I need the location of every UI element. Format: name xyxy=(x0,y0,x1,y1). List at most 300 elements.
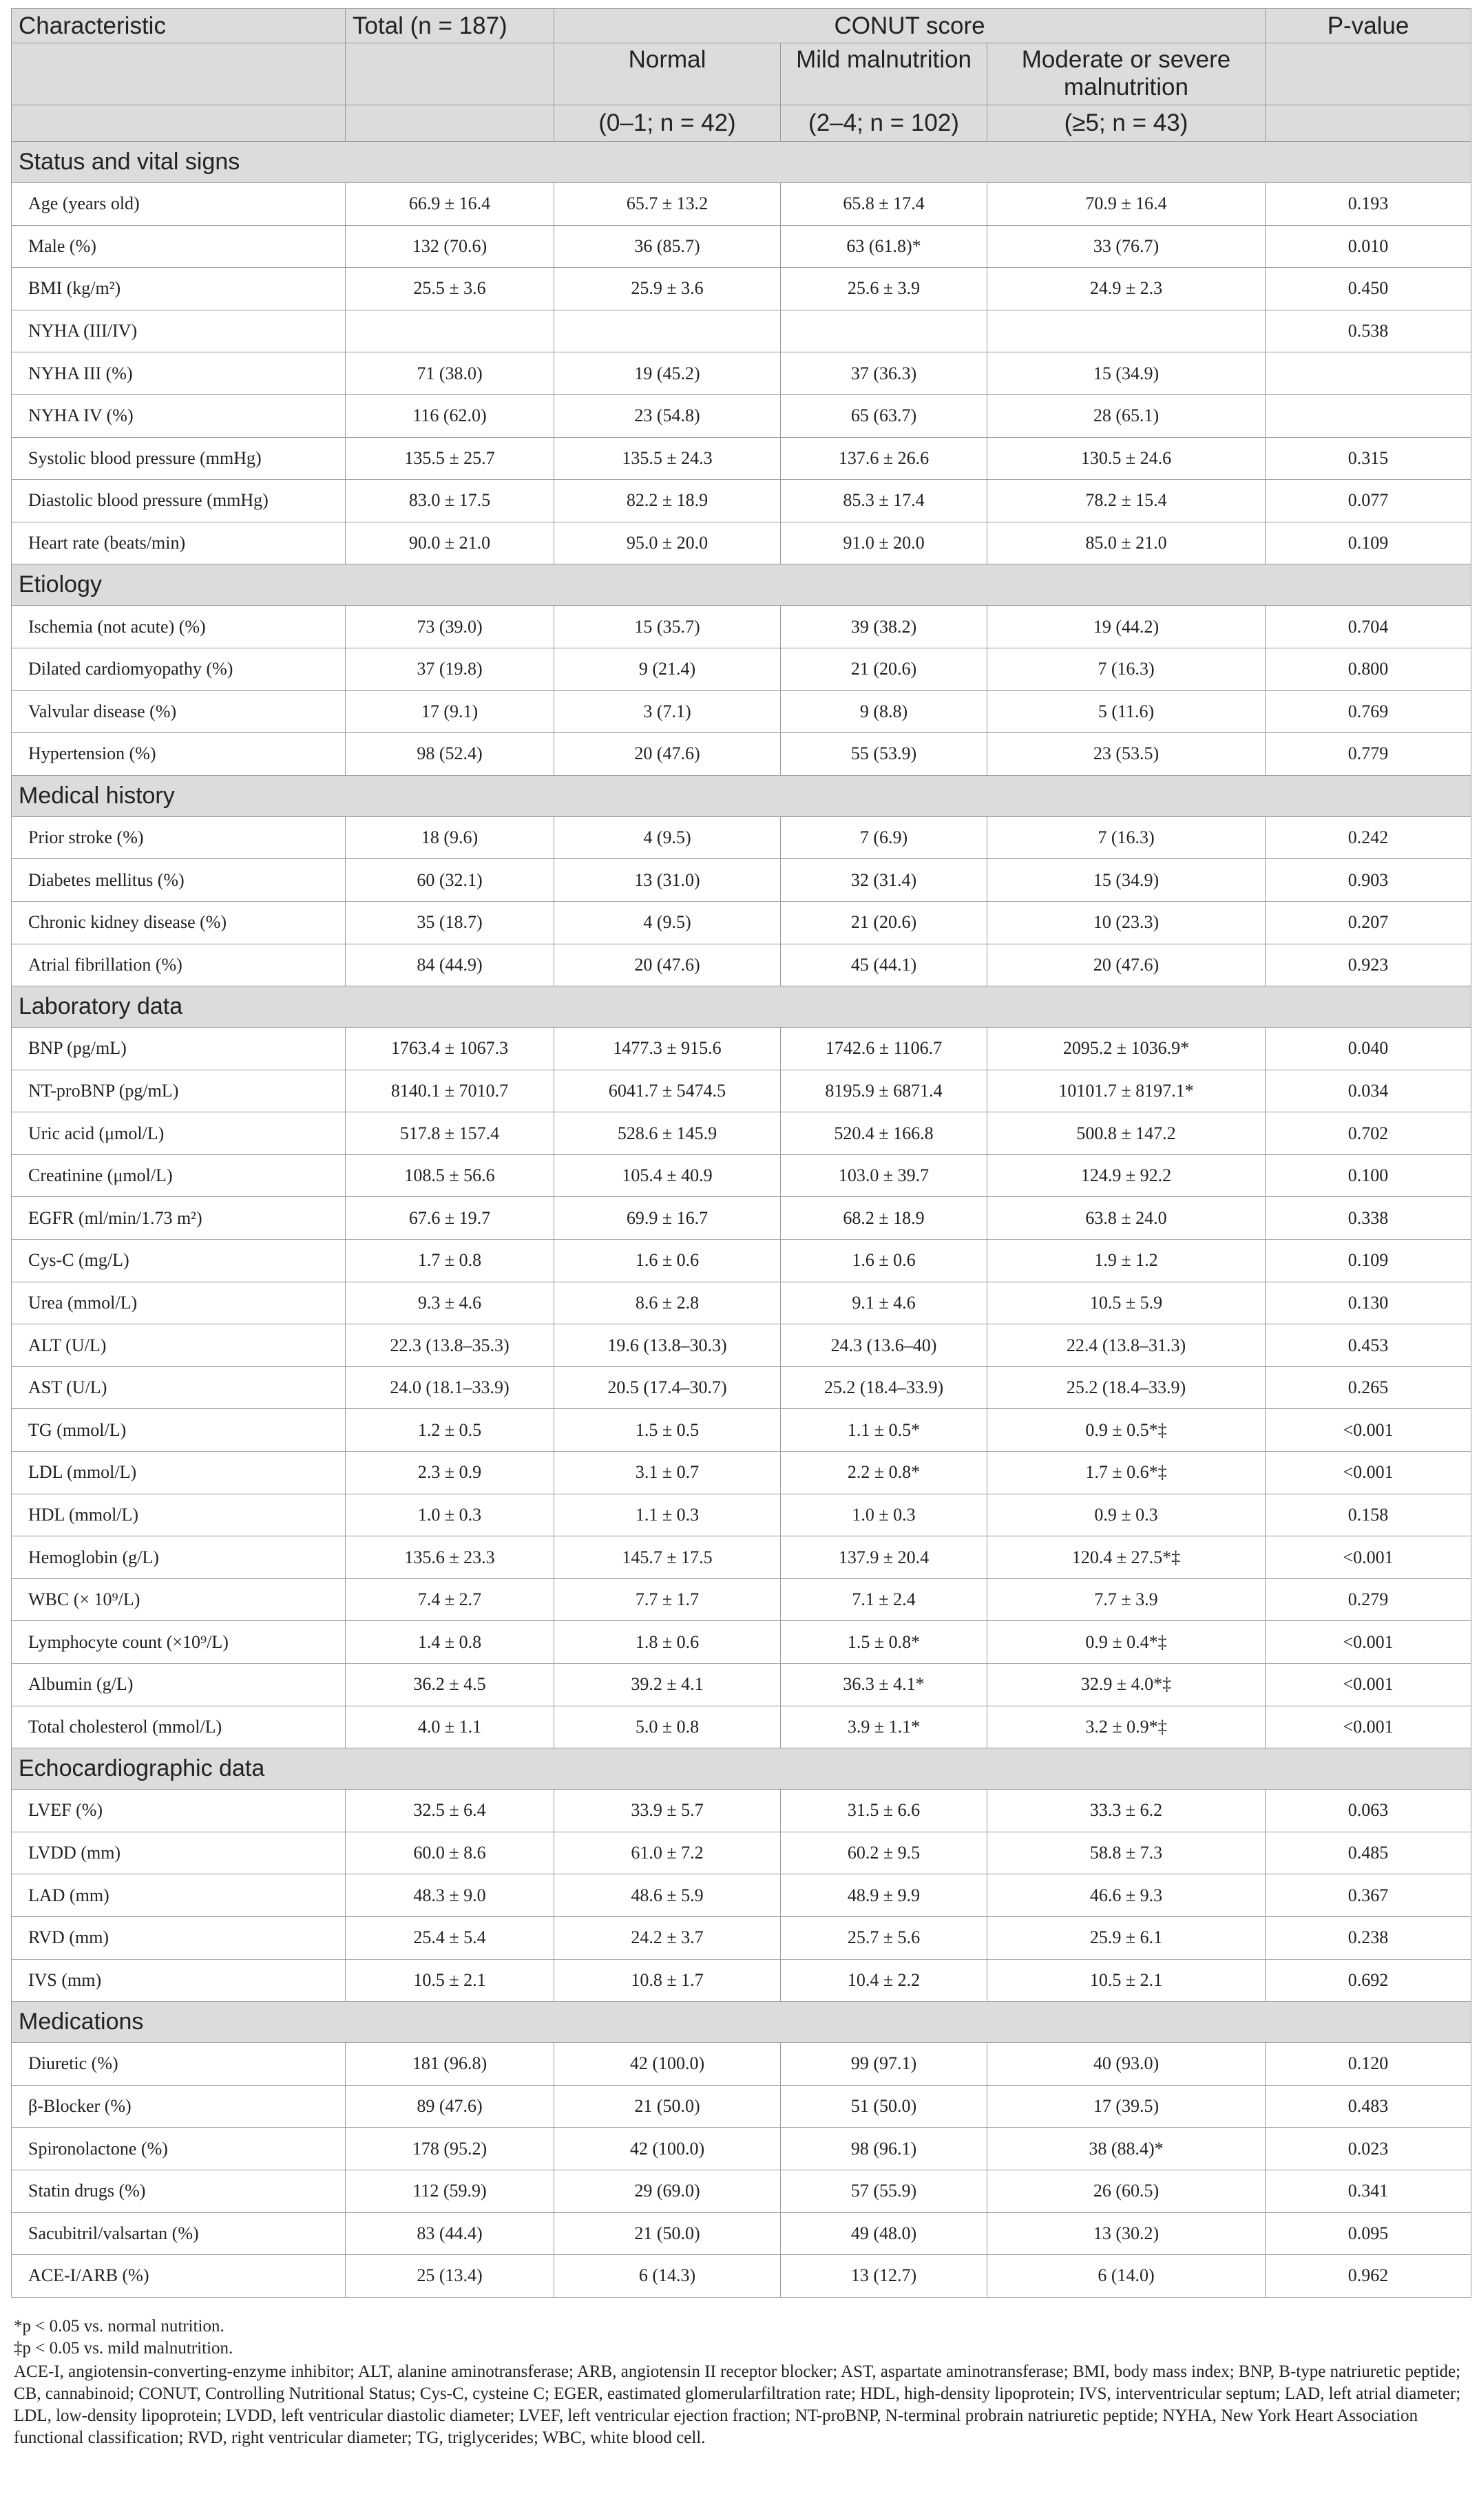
table-cell: 4 (9.5) xyxy=(554,901,781,944)
table-cell: 0.265 xyxy=(1266,1366,1471,1409)
table-row xyxy=(12,1494,1471,1536)
table-cell: 55 (53.9) xyxy=(781,733,987,776)
table-row xyxy=(12,522,1471,564)
table-cell: 10.8 ± 1.7 xyxy=(554,1959,781,2002)
table-cell: 73 (39.0) xyxy=(346,606,554,648)
table-cell: 17 (39.5) xyxy=(987,2085,1266,2128)
table-cell: 0.120 xyxy=(1266,2043,1471,2086)
table-cell: 89 (47.6) xyxy=(346,2085,554,2128)
section-title: Echocardiographic data xyxy=(12,1748,1471,1790)
table-cell: 517.8 ± 157.4 xyxy=(346,1112,554,1155)
table-row xyxy=(12,1874,1471,1917)
table-cell: 61.0 ± 7.2 xyxy=(554,1832,781,1874)
table-cell: 29 (69.0) xyxy=(554,2170,781,2212)
row-label: NT-proBNP (pg/mL) xyxy=(12,1070,346,1112)
document-page xyxy=(11,8,1471,2449)
table-cell: 95.0 ± 20.0 xyxy=(554,522,781,564)
table-cell: 84 (44.9) xyxy=(346,944,554,986)
table-cell: 33.9 ± 5.7 xyxy=(554,1790,781,1832)
section-header-row xyxy=(12,2002,1471,2043)
table-cell: 6 (14.3) xyxy=(554,2255,781,2298)
table-cell: 0.341 xyxy=(1266,2170,1471,2212)
table-cell: 135.5 ± 25.7 xyxy=(346,437,554,480)
table-cell: 19 (45.2) xyxy=(554,352,781,395)
table-cell: 181 (96.8) xyxy=(346,2043,554,2086)
table-cell: 0.338 xyxy=(1266,1197,1471,1240)
table-cell: 25.4 ± 5.4 xyxy=(346,1916,554,1959)
table-cell: 20.5 (17.4–30.7) xyxy=(554,1366,781,1409)
table-row xyxy=(12,606,1471,648)
table-cell: 105.4 ± 40.9 xyxy=(554,1154,781,1197)
table-footnotes xyxy=(11,2316,1471,2449)
header-p-value: P-value xyxy=(1266,9,1471,43)
row-label: Diastolic blood pressure (mmHg) xyxy=(12,480,346,522)
table-row xyxy=(12,1282,1471,1324)
table-row xyxy=(12,859,1471,902)
table-cell: 37 (19.8) xyxy=(346,648,554,690)
table-cell: 10101.7 ± 8197.1* xyxy=(987,1070,1266,1112)
table-cell: 1.6 ± 0.6 xyxy=(781,1240,987,1282)
footnote-mild: ‡p < 0.05 vs. mild malnutrition. xyxy=(14,2338,233,2358)
table-row xyxy=(12,1959,1471,2002)
table-row xyxy=(12,2128,1471,2170)
table-row xyxy=(12,1664,1471,1706)
table-cell: 98 (52.4) xyxy=(346,733,554,776)
table-cell: 42 (100.0) xyxy=(554,2043,781,2086)
row-label: IVS (mm) xyxy=(12,1959,346,2002)
table-cell: 36.2 ± 4.5 xyxy=(346,1664,554,1706)
table-cell: 15 (34.9) xyxy=(987,859,1266,902)
table-cell: 3 (7.1) xyxy=(554,690,781,733)
row-label: Lymphocyte count (×10⁹/L) xyxy=(12,1621,346,1664)
table-cell: 137.9 ± 20.4 xyxy=(781,1536,987,1579)
table-cell: 0.9 ± 0.4*‡ xyxy=(987,1621,1266,1664)
table-cell: 69.9 ± 16.7 xyxy=(554,1197,781,1240)
table-cell: 103.0 ± 39.7 xyxy=(781,1154,987,1197)
table-cell: 33 (76.7) xyxy=(987,225,1266,268)
table-cell: 32.9 ± 4.0*‡ xyxy=(987,1664,1266,1706)
table-cell: 8195.9 ± 6871.4 xyxy=(781,1070,987,1112)
table-cell: 0.130 xyxy=(1266,1282,1471,1324)
row-label: Age (years old) xyxy=(12,183,346,226)
table-cell: 0.077 xyxy=(1266,480,1471,522)
table-row xyxy=(12,1621,1471,1664)
table-cell: 0.9 ± 0.3 xyxy=(987,1494,1266,1536)
row-label: Chronic kidney disease (%) xyxy=(12,901,346,944)
table-cell: <0.001 xyxy=(1266,1536,1471,1579)
table-row xyxy=(12,2085,1471,2128)
table-cell: 0.023 xyxy=(1266,2128,1471,2170)
row-label: Spironolactone (%) xyxy=(12,2128,346,2170)
table-cell: 0.9 ± 0.5*‡ xyxy=(987,1409,1266,1452)
table-cell: 10.5 ± 2.1 xyxy=(346,1959,554,2002)
row-label: RVD (mm) xyxy=(12,1916,346,1959)
table-cell: 500.8 ± 147.2 xyxy=(987,1112,1266,1155)
table-cell: 7.4 ± 2.7 xyxy=(346,1578,554,1621)
table-row xyxy=(12,1154,1471,1197)
table-row xyxy=(12,690,1471,733)
table-cell: 0.158 xyxy=(1266,1494,1471,1536)
table-cell: 85.0 ± 21.0 xyxy=(987,522,1266,564)
row-label: Hypertension (%) xyxy=(12,733,346,776)
row-label: Creatinine (μmol/L) xyxy=(12,1154,346,1197)
table-cell: 42 (100.0) xyxy=(554,2128,781,2170)
table-cell: 145.7 ± 17.5 xyxy=(554,1536,781,1579)
row-label: Dilated cardiomyopathy (%) xyxy=(12,648,346,690)
header-group-mild: Mild malnutrition xyxy=(781,43,987,105)
table-cell: 10.5 ± 2.1 xyxy=(987,1959,1266,2002)
table-row xyxy=(12,1240,1471,1282)
table-cell: 1.4 ± 0.8 xyxy=(346,1621,554,1664)
table-cell: 137.6 ± 26.6 xyxy=(781,437,987,480)
row-label: Valvular disease (%) xyxy=(12,690,346,733)
row-label: LVEF (%) xyxy=(12,1790,346,1832)
table-row xyxy=(12,648,1471,690)
table-cell: 37 (36.3) xyxy=(781,352,987,395)
table-cell xyxy=(1266,394,1471,437)
table-cell: 63.8 ± 24.0 xyxy=(987,1197,1266,1240)
table-cell: 26 (60.5) xyxy=(987,2170,1266,2212)
row-label: Atrial fibrillation (%) xyxy=(12,944,346,986)
table-row xyxy=(12,225,1471,268)
table-cell: 0.779 xyxy=(1266,733,1471,776)
table-cell: 25.9 ± 6.1 xyxy=(987,1916,1266,1959)
section-header-row xyxy=(12,986,1471,1028)
table-cell: 1.1 ± 0.5* xyxy=(781,1409,987,1452)
table-cell: 4.0 ± 1.1 xyxy=(346,1706,554,1748)
table-cell xyxy=(1266,352,1471,395)
table-cell: 25.2 (18.4–33.9) xyxy=(987,1366,1266,1409)
table-cell: 1742.6 ± 1106.7 xyxy=(781,1028,987,1070)
section-title: Medical history xyxy=(12,775,1471,816)
table-cell: 25.5 ± 3.6 xyxy=(346,268,554,310)
table-cell: 7.1 ± 2.4 xyxy=(781,1578,987,1621)
row-label: Total cholesterol (mmol/L) xyxy=(12,1706,346,1748)
table-cell: 9 (21.4) xyxy=(554,648,781,690)
table-cell: 33.3 ± 6.2 xyxy=(987,1790,1266,1832)
table-cell: 25.2 (18.4–33.9) xyxy=(781,1366,987,1409)
row-label: Uric acid (μmol/L) xyxy=(12,1112,346,1155)
row-label: Systolic blood pressure (mmHg) xyxy=(12,437,346,480)
table-cell: 32 (31.4) xyxy=(781,859,987,902)
table-cell: <0.001 xyxy=(1266,1452,1471,1494)
row-label: Diabetes mellitus (%) xyxy=(12,859,346,902)
table-cell: 49 (48.0) xyxy=(781,2212,987,2255)
table-row xyxy=(12,2170,1471,2212)
table-row xyxy=(12,733,1471,776)
table-cell: 2.2 ± 0.8* xyxy=(781,1452,987,1494)
row-label: Heart rate (beats/min) xyxy=(12,522,346,564)
row-label: LDL (mmol/L) xyxy=(12,1452,346,1494)
table-cell: 5.0 ± 0.8 xyxy=(554,1706,781,1748)
table-row xyxy=(12,2043,1471,2086)
table-cell: 65 (63.7) xyxy=(781,394,987,437)
table-cell: 99 (97.1) xyxy=(781,2043,987,2086)
table-cell: 36 (85.7) xyxy=(554,225,781,268)
header-range-normal: (0–1; n = 42) xyxy=(554,105,781,142)
table-cell: 17 (9.1) xyxy=(346,690,554,733)
table-cell: 1477.3 ± 915.6 xyxy=(554,1028,781,1070)
table-cell: 28 (65.1) xyxy=(987,394,1266,437)
table-row xyxy=(12,480,1471,522)
table-row xyxy=(12,2212,1471,2255)
table-cell: 83 (44.4) xyxy=(346,2212,554,2255)
table-cell: 23 (53.5) xyxy=(987,733,1266,776)
table-cell: 178 (95.2) xyxy=(346,2128,554,2170)
section-title: Status and vital signs xyxy=(12,142,1471,183)
table-cell: 24.9 ± 2.3 xyxy=(987,268,1266,310)
table-cell: 116 (62.0) xyxy=(346,394,554,437)
table-cell: 25 (13.4) xyxy=(346,2255,554,2298)
table-cell: 82.2 ± 18.9 xyxy=(554,480,781,522)
table-cell: 15 (34.9) xyxy=(987,352,1266,395)
table-cell: 22.4 (13.8–31.3) xyxy=(987,1324,1266,1367)
table-cell: 15 (35.7) xyxy=(554,606,781,648)
table-cell: 4 (9.5) xyxy=(554,816,781,859)
table-cell: 108.5 ± 56.6 xyxy=(346,1154,554,1197)
row-label: WBC (× 10⁹/L) xyxy=(12,1578,346,1621)
table-cell: 0.100 xyxy=(1266,1154,1471,1197)
table-cell: 39.2 ± 4.1 xyxy=(554,1664,781,1706)
table-cell: 13 (31.0) xyxy=(554,859,781,902)
table-row xyxy=(12,1112,1471,1155)
table-cell: 68.2 ± 18.9 xyxy=(781,1197,987,1240)
table-cell: 98 (96.1) xyxy=(781,2128,987,2170)
table-cell: 48.3 ± 9.0 xyxy=(346,1874,554,1917)
table-cell: 45 (44.1) xyxy=(781,944,987,986)
table-cell xyxy=(987,310,1266,352)
footnote-normal: *p < 0.05 vs. normal nutrition. xyxy=(14,2316,224,2336)
table-cell xyxy=(781,310,987,352)
table-cell: 60 (32.1) xyxy=(346,859,554,902)
table-cell: 24.3 (13.6–40) xyxy=(781,1324,987,1367)
row-label: Hemoglobin (g/L) xyxy=(12,1536,346,1579)
row-label: NYHA IV (%) xyxy=(12,394,346,437)
row-label: BMI (kg/m²) xyxy=(12,268,346,310)
row-label: NYHA (III/IV) xyxy=(12,310,346,352)
table-cell: 48.6 ± 5.9 xyxy=(554,1874,781,1917)
table-cell: 38 (88.4)* xyxy=(987,2128,1266,2170)
table-cell: 1.8 ± 0.6 xyxy=(554,1621,781,1664)
table-cell: 2.3 ± 0.9 xyxy=(346,1452,554,1494)
table-row xyxy=(12,1070,1471,1112)
table-cell: 65.8 ± 17.4 xyxy=(781,183,987,226)
table-cell: <0.001 xyxy=(1266,1706,1471,1748)
table-cell: 0.453 xyxy=(1266,1324,1471,1367)
table-row xyxy=(12,1916,1471,1959)
table-cell: 32.5 ± 6.4 xyxy=(346,1790,554,1832)
table-row xyxy=(12,352,1471,395)
table-row xyxy=(12,1578,1471,1621)
table-cell: 85.3 ± 17.4 xyxy=(781,480,987,522)
table-cell: 0.923 xyxy=(1266,944,1471,986)
table-header xyxy=(12,9,1471,142)
table-row xyxy=(12,310,1471,352)
table-cell: 0.962 xyxy=(1266,2255,1471,2298)
table-cell: 20 (47.6) xyxy=(554,944,781,986)
table-row xyxy=(12,2255,1471,2298)
row-label: Male (%) xyxy=(12,225,346,268)
table-cell: 1.6 ± 0.6 xyxy=(554,1240,781,1282)
row-label: Cys-C (mg/L) xyxy=(12,1240,346,1282)
table-cell: 0.109 xyxy=(1266,522,1471,564)
table-cell: 528.6 ± 145.9 xyxy=(554,1112,781,1155)
row-label: Sacubitril/valsartan (%) xyxy=(12,2212,346,2255)
table-row xyxy=(12,183,1471,226)
table-cell: 20 (47.6) xyxy=(554,733,781,776)
table-cell: 67.6 ± 19.7 xyxy=(346,1197,554,1240)
table-cell: 20 (47.6) xyxy=(987,944,1266,986)
row-label: HDL (mmol/L) xyxy=(12,1494,346,1536)
table-cell: 0.034 xyxy=(1266,1070,1471,1112)
row-label: LVDD (mm) xyxy=(12,1832,346,1874)
table-row xyxy=(12,816,1471,859)
table-cell: 0.538 xyxy=(1266,310,1471,352)
row-label: AST (U/L) xyxy=(12,1366,346,1409)
table-cell: 520.4 ± 166.8 xyxy=(781,1112,987,1155)
table-cell: 25.9 ± 3.6 xyxy=(554,268,781,310)
table-row xyxy=(12,394,1471,437)
table-cell: 22.3 (13.8–35.3) xyxy=(346,1324,554,1367)
table-row xyxy=(12,1324,1471,1367)
table-cell: 120.4 ± 27.5*‡ xyxy=(987,1536,1266,1579)
header-conut-score: CONUT score xyxy=(554,9,1266,43)
table-row xyxy=(12,437,1471,480)
table-cell: 24.2 ± 3.7 xyxy=(554,1916,781,1959)
row-label: Ischemia (not acute) (%) xyxy=(12,606,346,648)
table-cell: 3.9 ± 1.1* xyxy=(781,1706,987,1748)
table-cell: 0.769 xyxy=(1266,690,1471,733)
table-cell: 23 (54.8) xyxy=(554,394,781,437)
table-cell: 0.704 xyxy=(1266,606,1471,648)
table-cell: 39 (38.2) xyxy=(781,606,987,648)
table-cell: 7.7 ± 3.9 xyxy=(987,1578,1266,1621)
table-cell: 8.6 ± 2.8 xyxy=(554,1282,781,1324)
table-cell: 0.367 xyxy=(1266,1874,1471,1917)
table-cell: 2095.2 ± 1036.9* xyxy=(987,1028,1266,1070)
table-cell: 7 (6.9) xyxy=(781,816,987,859)
table-cell: 8140.1 ± 7010.7 xyxy=(346,1070,554,1112)
table-row xyxy=(12,1706,1471,1748)
row-label: LAD (mm) xyxy=(12,1874,346,1917)
table-cell: 71 (38.0) xyxy=(346,352,554,395)
table-cell: 7 (16.3) xyxy=(987,816,1266,859)
table-cell: 10 (23.3) xyxy=(987,901,1266,944)
table-row xyxy=(12,1197,1471,1240)
table-cell: 1763.4 ± 1067.3 xyxy=(346,1028,554,1070)
table-cell: 0.485 xyxy=(1266,1832,1471,1874)
section-header-row xyxy=(12,564,1471,606)
table-cell: 1.0 ± 0.3 xyxy=(781,1494,987,1536)
header-range-moderate-severe: (≥5; n = 43) xyxy=(987,105,1266,142)
table-cell xyxy=(346,310,554,352)
table-cell: 46.6 ± 9.3 xyxy=(987,1874,1266,1917)
table-cell: 9 (8.8) xyxy=(781,690,987,733)
table-cell: 132 (70.6) xyxy=(346,225,554,268)
table-cell: <0.001 xyxy=(1266,1409,1471,1452)
table-cell: 0.207 xyxy=(1266,901,1471,944)
table-row xyxy=(12,268,1471,310)
table-cell: 0.903 xyxy=(1266,859,1471,902)
table-cell: 9.1 ± 4.6 xyxy=(781,1282,987,1324)
table-cell: 31.5 ± 6.6 xyxy=(781,1790,987,1832)
table-cell: 135.6 ± 23.3 xyxy=(346,1536,554,1579)
table-cell: 21 (50.0) xyxy=(554,2212,781,2255)
table-cell: 51 (50.0) xyxy=(781,2085,987,2128)
table-cell: 91.0 ± 20.0 xyxy=(781,522,987,564)
table-cell: 48.9 ± 9.9 xyxy=(781,1874,987,1917)
row-label: β-Blocker (%) xyxy=(12,2085,346,2128)
table-cell: 1.9 ± 1.2 xyxy=(987,1240,1266,1282)
header-total: Total (n = 187) xyxy=(346,9,554,43)
table-cell: 5 (11.6) xyxy=(987,690,1266,733)
table-cell: 13 (12.7) xyxy=(781,2255,987,2298)
table-cell: <0.001 xyxy=(1266,1621,1471,1664)
table-cell: 19 (44.2) xyxy=(987,606,1266,648)
table-cell: 0.238 xyxy=(1266,1916,1471,1959)
table-cell: 112 (59.9) xyxy=(346,2170,554,2212)
table-row xyxy=(12,1536,1471,1579)
table-cell: <0.001 xyxy=(1266,1664,1471,1706)
section-title: Laboratory data xyxy=(12,986,1471,1028)
table-cell: 0.692 xyxy=(1266,1959,1471,2002)
table-cell: 0.242 xyxy=(1266,816,1471,859)
table-row xyxy=(12,1832,1471,1874)
table-cell: 10.5 ± 5.9 xyxy=(987,1282,1266,1324)
table-row xyxy=(12,1028,1471,1070)
table-cell: 19.6 (13.8–30.3) xyxy=(554,1324,781,1367)
table-cell: 83.0 ± 17.5 xyxy=(346,480,554,522)
table-body xyxy=(12,142,1471,2298)
table-cell: 0.040 xyxy=(1266,1028,1471,1070)
row-label: NYHA III (%) xyxy=(12,352,346,395)
table-cell: 1.1 ± 0.3 xyxy=(554,1494,781,1536)
table-cell: 0.095 xyxy=(1266,2212,1471,2255)
table-cell: 78.2 ± 15.4 xyxy=(987,480,1266,522)
row-label: Prior stroke (%) xyxy=(12,816,346,859)
table-cell: 21 (20.6) xyxy=(781,901,987,944)
table-cell: 25.7 ± 5.6 xyxy=(781,1916,987,1959)
characteristics-table xyxy=(11,8,1471,2298)
table-row xyxy=(12,901,1471,944)
header-group-moderate-severe: Moderate or severe malnutrition xyxy=(987,43,1266,105)
table-cell: 0.109 xyxy=(1266,1240,1471,1282)
header-characteristic: Characteristic xyxy=(12,9,346,43)
table-cell: 9.3 ± 4.6 xyxy=(346,1282,554,1324)
table-cell: 24.0 (18.1–33.9) xyxy=(346,1366,554,1409)
table-cell: 0.010 xyxy=(1266,225,1471,268)
table-row xyxy=(12,1790,1471,1832)
table-row xyxy=(12,1366,1471,1409)
table-cell: 1.2 ± 0.5 xyxy=(346,1409,554,1452)
table-cell: 0.450 xyxy=(1266,268,1471,310)
section-title: Etiology xyxy=(12,564,1471,606)
table-cell: 0.063 xyxy=(1266,1790,1471,1832)
row-label: Diuretic (%) xyxy=(12,2043,346,2086)
table-cell: 21 (20.6) xyxy=(781,648,987,690)
row-label: ALT (U/L) xyxy=(12,1324,346,1367)
table-row xyxy=(12,1452,1471,1494)
row-label: Statin drugs (%) xyxy=(12,2170,346,2212)
table-cell: 3.1 ± 0.7 xyxy=(554,1452,781,1494)
table-cell: 0.279 xyxy=(1266,1578,1471,1621)
table-cell: 0.800 xyxy=(1266,648,1471,690)
table-cell: 0.483 xyxy=(1266,2085,1471,2128)
row-label: EGFR (ml/min/1.73 m²) xyxy=(12,1197,346,1240)
table-cell: 0.315 xyxy=(1266,437,1471,480)
table-cell: 130.5 ± 24.6 xyxy=(987,437,1266,480)
table-row xyxy=(12,944,1471,986)
